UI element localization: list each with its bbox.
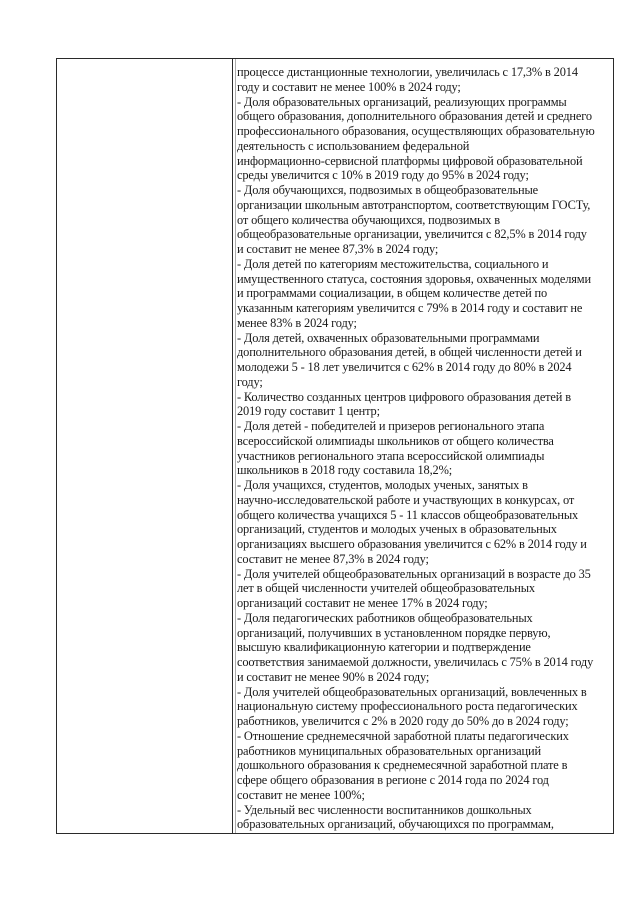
text-line: высшую квалификационную категории и подтверждение xyxy=(237,640,531,655)
text-line: году; xyxy=(237,374,263,389)
text-line: дополнительного образования детей, в общей численности детей и xyxy=(237,345,582,360)
text-line: школьников в 2018 году составила 18,2%; xyxy=(237,463,453,478)
text-line: и программами социализации, в общем количестве детей по xyxy=(237,286,548,301)
text-line: сфере общего образования в регионе с 2014 года по 2024 год xyxy=(237,773,549,787)
text-line: общего образования, дополнительного образования детей и среднего xyxy=(237,109,592,124)
text-line: организаций, получивших в установленном порядке первую, xyxy=(237,625,551,640)
text-line: от общего количества обучающихся, подвозимых в xyxy=(237,212,500,227)
text-line: и составит не менее 90% в 2024 году; xyxy=(237,669,430,684)
text-line: участников регионального этапа всероссийской олимпиады xyxy=(237,448,545,463)
text-line: - Доля образовательных организаций, реализующих программы xyxy=(237,94,567,109)
text-line: информационно-сервисной платформы цифровой образовательной xyxy=(237,153,583,168)
column-divider xyxy=(232,59,233,833)
text-line: организаций, студентов и молодых ученых в образовательных xyxy=(237,522,557,537)
text-line: году и составит не менее 100% в 2024 году; xyxy=(237,79,461,94)
text-line: работников, увеличится с 2% в 2020 году до 50% до в 2024 году; xyxy=(237,714,569,728)
text-line: - Доля детей по категориям местожительства, социального и xyxy=(237,256,549,271)
text-line: соответствия занимаемой должности, увеличилась с 75% в 2014 году xyxy=(237,655,594,669)
text-line: научно-исследовательской работе и участвующих в конкурсах, от xyxy=(237,492,575,507)
text-line: и составит не менее 87,3% в 2024 году; xyxy=(237,242,439,256)
text-line: образовательных организаций, обучающихся по программам, xyxy=(237,817,554,832)
text-line: организаций составит не менее 17% в 2024 году; xyxy=(237,596,488,610)
text-line: - Доля учителей общеобразовательных организаций в возрасте до 35 xyxy=(237,566,591,581)
text-line: среды увеличится с 10% в 2019 году до 95% в 2024 году; xyxy=(237,168,529,183)
text-line: национальную систему профессионального роста педагогических xyxy=(237,699,578,714)
text-line: организации школьным автотранспортом, соответствующим ГОСТу, xyxy=(237,197,591,212)
text-line: общего количества учащихся 5 - 11 классов общеобразовательных xyxy=(237,507,579,522)
text-line: организациях высшего образования увеличится с 62% в 2014 году и xyxy=(237,537,587,551)
text-line: процессе дистанционные технологии, увеличилась с 17,3% в 2014 xyxy=(237,65,578,79)
text-line: всероссийской олимпиады школьников от общего количества xyxy=(237,433,554,448)
text-line: менее 83% в 2024 году; xyxy=(237,315,357,330)
text-line: 2019 году составит 1 центр; xyxy=(237,404,380,419)
text-line: деятельность с использованием федеральной xyxy=(237,138,470,153)
text-line: молодежи 5 - 18 лет увеличится с 62% в 2014 году до 80% в 2024 xyxy=(237,360,572,374)
text-line: - Доля обучающихся, подвозимых в общеобразовательные xyxy=(237,183,538,197)
text-line: - Доля педагогических работников общеобразовательных xyxy=(237,610,533,625)
document-table xyxy=(56,58,614,834)
text-line: составит не менее 87,3% в 2024 году; xyxy=(237,551,429,566)
text-line: - Удельный вес численности воспитанников дошкольных xyxy=(237,802,532,817)
text-line: работников муниципальных образовательных организаций xyxy=(237,743,541,758)
text-line: указанным категориям увеличится с 79% в 2014 году и составит не xyxy=(237,301,583,315)
column-inner-rule xyxy=(235,59,236,833)
text-line: профессионального образования, осуществляющих образовательную xyxy=(237,124,595,138)
text-line: - Доля учителей общеобразовательных организаций, вовлеченных в xyxy=(237,684,587,699)
text-line: дошкольного образования к среднемесячной заработной плате в xyxy=(237,758,568,773)
text-line: имущественного статуса, состояния здоровья, охваченных моделями xyxy=(237,271,591,286)
text-line: общеобразовательные организации, увеличится с 82,5% в 2014 году xyxy=(237,227,587,242)
text-line: - Доля учащихся, студентов, молодых ученых, занятых в xyxy=(237,478,528,492)
text-line: - Доля детей, охваченных образовательными программами xyxy=(237,330,540,345)
text-line: лет в общей численности учителей общеобразовательных xyxy=(237,581,535,596)
table-cell-text xyxy=(237,65,613,832)
text-line: - Количество созданных центров цифрового образования детей в xyxy=(237,389,571,404)
text-line: - Доля детей - победителей и призеров регионального этапа xyxy=(237,419,545,433)
text-line: - Отношение среднемесячной заработной платы педагогических xyxy=(237,728,569,743)
text-line: составит не менее 100%; xyxy=(237,787,365,802)
